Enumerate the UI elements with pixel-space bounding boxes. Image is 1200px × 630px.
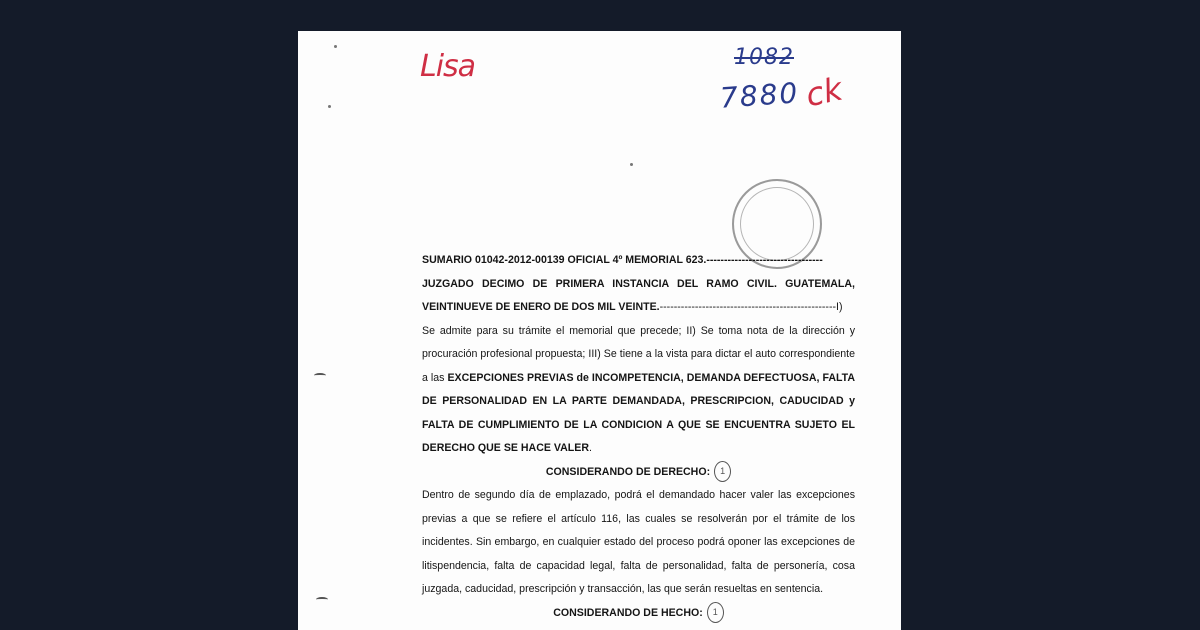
circled-annotation: 1 — [707, 602, 724, 623]
paragraph-2: Dentro de segundo día de emplazado, podrá el demandado hacer valer las excepciones previas a que se refiere el artículo 116, las cuales se resolverán por el trámite de los incidentes. Sin embargo, en cualquier estado del proceso podrá oponer las excepciones de litispendencia, falta de capacidad legal, falta de personalidad, falta de personería, cosa juzgada, caducidad, prescripción y transacción, las que serán resueltas en sentencia. — [422, 489, 855, 595]
header-line-1: SUMARIO 01042-2012-00139 OFICIAL 4º MEMORIAL 623.--------------------------------- — [422, 254, 823, 266]
header-line-2: JUZGADO DECIMO DE PRIMERA INSTANCIA DEL RAMO CIVIL. GUATEMALA, VEINTINUEVE DE ENERO DE DOS MIL VEINTE.--------------------------------------------------I) — [422, 277, 855, 313]
scan-mark — [316, 597, 328, 602]
document-page — [298, 31, 901, 630]
paragraph-1: Se admite para su trámite el memorial que precede; II) Se toma nota de la dirección y procuración profesional propuesta; III) Se tiene a la vista para dictar el auto correspondiente a las EXCEPCIONES PREVIAS de INCOMPETENCIA, DEMANDA DEFECTUOSA, FALTA DE PERSONALIDAD EN LA PARTE DEMANDADA, PRESCRIPCION, CADUCIDAD y FALTA DE CUMPLIMIENTO DE LA CONDICION A QUE SE ENCUENTRA SUJETO EL DERECHO QUE SE HACE VALER. — [422, 324, 856, 454]
scan-mark — [314, 373, 326, 378]
document-body — [422, 249, 855, 625]
circled-annotation: 1 — [714, 461, 731, 482]
scan-speck — [630, 163, 633, 166]
handwritten-new-number: 7880 — [718, 76, 801, 115]
handwritten-initials: ck — [802, 69, 846, 115]
heading-considerando-hecho: CONSIDERANDO DE HECHO: 1 — [422, 602, 855, 626]
scan-speck — [334, 45, 337, 48]
heading-considerando-derecho: CONSIDERANDO DE DERECHO: 1 — [422, 461, 855, 485]
handwritten-name: Lisa — [420, 49, 476, 84]
handwritten-old-number: 1082 — [734, 45, 794, 70]
scan-speck — [328, 105, 331, 108]
